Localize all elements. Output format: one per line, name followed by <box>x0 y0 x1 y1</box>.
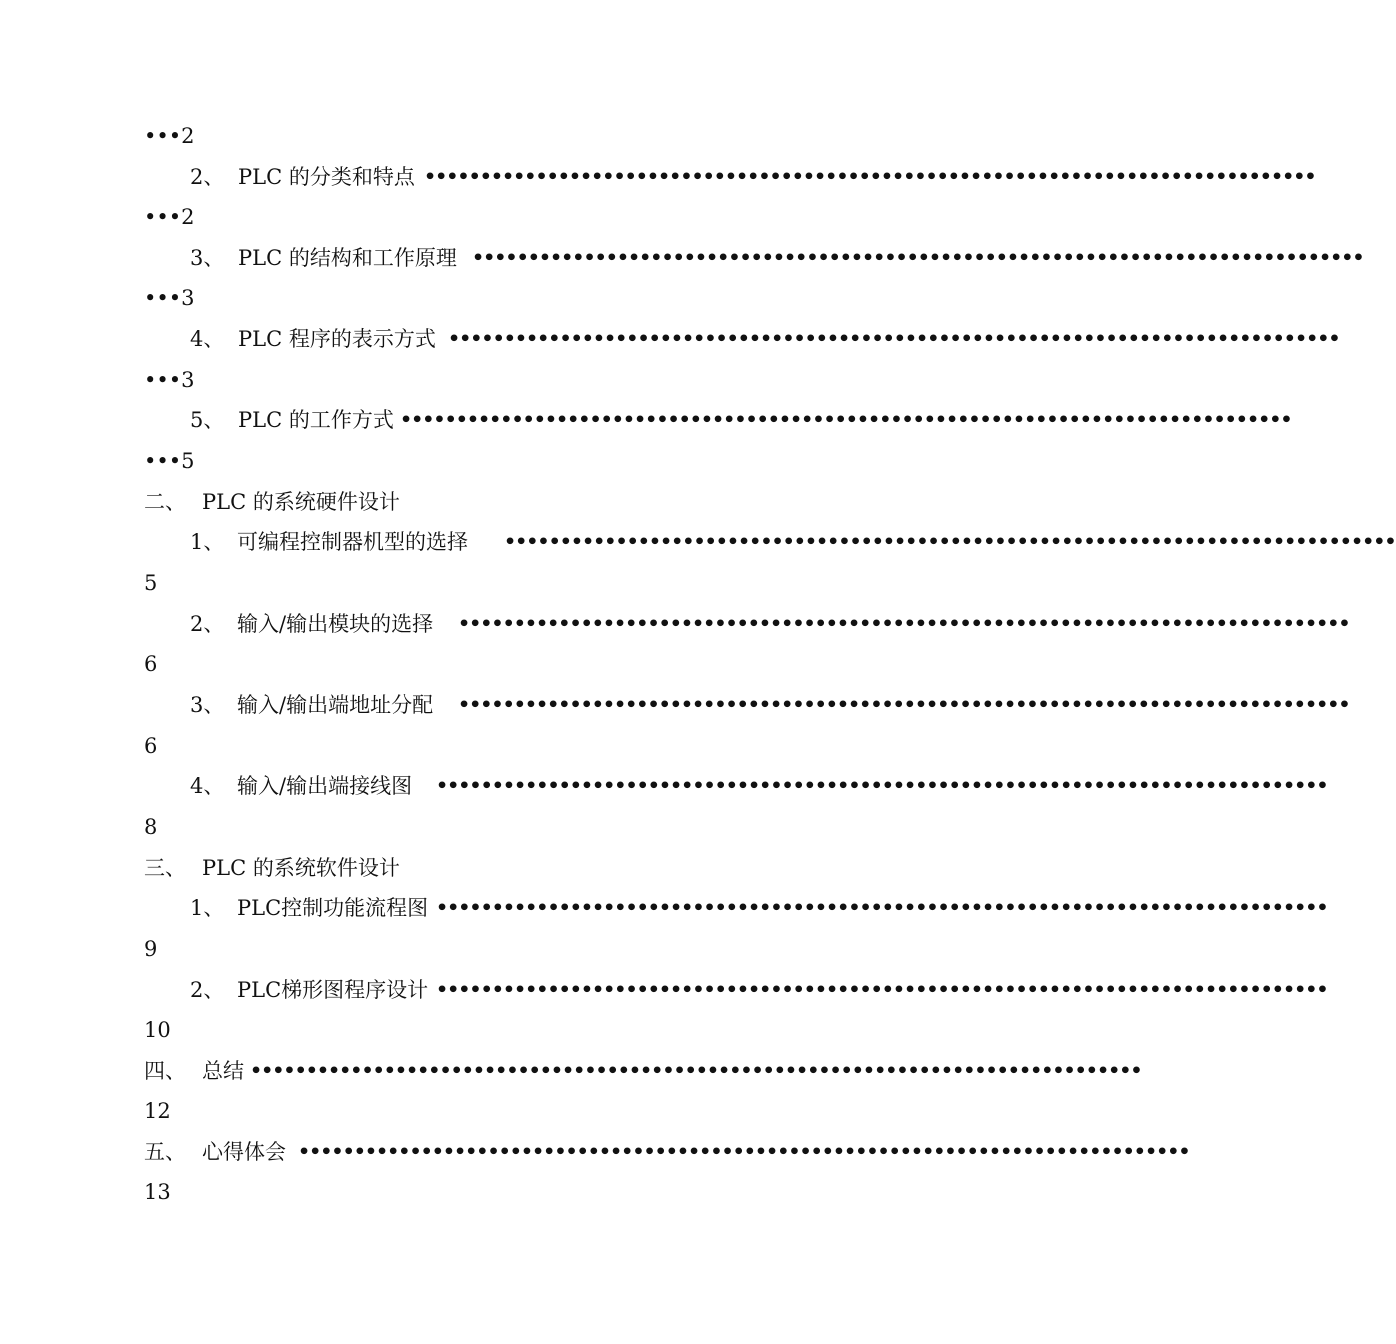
toc-entry[interactable] <box>0 893 1328 923</box>
toc-leader-dots: •••••••••••••••••••••••••••••••••••••••••••••••••••••••••••••••••••••••••••••••• <box>400 409 1292 431</box>
toc-page-number: 6 <box>144 652 158 676</box>
toc-leader-dots: •••••••••••••••••••••••••••••••••••••••••••••••••••••••••••••••••••••••••••••••• <box>436 979 1328 1001</box>
toc-entry-number: 3、 <box>190 693 225 717</box>
toc-page-number: •••5 <box>144 449 195 473</box>
toc-leader-dots: •••••••••••••••••••••••••••••••••••••••••••••••••••••••••••••••••••••••••••••••• <box>448 328 1340 350</box>
toc-entry-number: 2、 <box>190 612 225 636</box>
toc-entry-number: 4、 <box>190 774 225 798</box>
toc-entry[interactable] <box>0 690 1350 720</box>
toc-section-title: 心得体会 <box>202 1140 286 1164</box>
toc-page-number: 9 <box>144 937 158 961</box>
toc-page-number: •••2 <box>144 205 195 229</box>
toc-entry-number: 1、 <box>190 530 225 554</box>
toc-entry-title: 输入/输出端接线图 <box>237 774 413 798</box>
toc-page-number: 8 <box>144 815 158 839</box>
toc-page-number: 12 <box>144 1099 171 1123</box>
toc-entry[interactable] <box>0 771 1328 801</box>
toc-entry[interactable] <box>0 243 1364 273</box>
toc-entry-title: PLC梯形图程序设计 <box>237 978 429 1002</box>
toc-entry[interactable] <box>0 405 1292 435</box>
toc-leader-dots: •••••••••••••••••••••••••••••••••••••••••••••••••••••••••••••••••••••••••••••••• <box>436 897 1328 919</box>
toc-leader-dots: •••••••••••••••••••••••••••••••••••••••••••••••••••••••••••••••••••••••••••••••• <box>424 166 1316 188</box>
toc-section-number: 四、 <box>144 1059 186 1083</box>
toc-entry[interactable] <box>0 527 1396 557</box>
toc-leader-dots: •••••••••••••••••••••••••••••••••••••••••••••••••••••••••••••••••••••••••••••••• <box>504 531 1396 553</box>
toc-leader-dots: •••••••••••••••••••••••••••••••••••••••••••••••••••••••••••••••••••••••••••••••• <box>436 775 1328 797</box>
toc-entry-number: 2、 <box>190 165 225 189</box>
toc-section-heading[interactable] <box>0 487 950 517</box>
toc-entry-title: PLC 的分类和特点 <box>238 165 415 189</box>
toc-page-number: •••3 <box>144 368 195 392</box>
toc-page-number: 10 <box>144 1018 171 1042</box>
toc-entry-number: 5、 <box>190 408 225 432</box>
toc-entry[interactable] <box>0 162 1316 192</box>
toc-leader-dots: •••••••••••••••••••••••••••••••••••••••••••••••••••••••••••••••••••••••••••••••• <box>298 1141 1190 1163</box>
toc-entry-title: PLC 的工作方式 <box>238 408 394 432</box>
toc-page-number: 13 <box>144 1180 171 1204</box>
toc-section-heading[interactable] <box>0 1056 1142 1086</box>
toc-leader-dots: •••••••••••••••••••••••••••••••••••••••••••••••••••••••••••••••••••••••••••••••• <box>458 694 1350 716</box>
toc-entry[interactable] <box>0 324 1340 354</box>
toc-section-title: PLC 的系统软件设计 <box>202 856 400 880</box>
toc-section-title: 总结 <box>202 1059 244 1083</box>
toc-section-number: 五、 <box>144 1140 186 1164</box>
toc-entry-number: 1、 <box>190 896 225 920</box>
toc-entry[interactable] <box>0 609 1350 639</box>
toc-page-number: 5 <box>144 571 158 595</box>
toc-leader-dots: •••••••••••••••••••••••••••••••••••••••••••••••••••••••••••••••••••••••••••••••• <box>250 1060 1142 1082</box>
toc-page-number: •••2 <box>144 124 195 148</box>
toc-leader-dots: •••••••••••••••••••••••••••••••••••••••••••••••••••••••••••••••••••••••••••••••• <box>472 247 1364 269</box>
toc-entry-title: 输入/输出模块的选择 <box>237 612 434 636</box>
toc-entry-title: PLC 程序的表示方式 <box>238 327 436 351</box>
toc-page-number: 6 <box>144 734 158 758</box>
toc-entry-title: 输入/输出端地址分配 <box>237 693 434 717</box>
toc-page-number: •••3 <box>144 286 195 310</box>
toc-entry-number: 3、 <box>190 246 225 270</box>
toc-section-title: PLC 的系统硬件设计 <box>202 490 400 514</box>
toc-entry[interactable] <box>0 975 1328 1005</box>
toc-section-number: 三、 <box>144 856 186 880</box>
toc-entry-title: 可编程控制器机型的选择 <box>237 530 468 554</box>
toc-section-number: 二、 <box>144 490 186 514</box>
toc-entry-title: PLC 的结构和工作原理 <box>238 246 457 270</box>
toc-entry-title: PLC控制功能流程图 <box>237 896 429 920</box>
toc-section-heading[interactable] <box>0 1137 1190 1167</box>
toc-leader-dots: •••••••••••••••••••••••••••••••••••••••••••••••••••••••••••••••••••••••••••••••• <box>458 613 1350 635</box>
toc-entry-number: 2、 <box>190 978 225 1002</box>
toc-entry-number: 4、 <box>190 327 225 351</box>
toc-section-heading[interactable] <box>0 853 950 883</box>
